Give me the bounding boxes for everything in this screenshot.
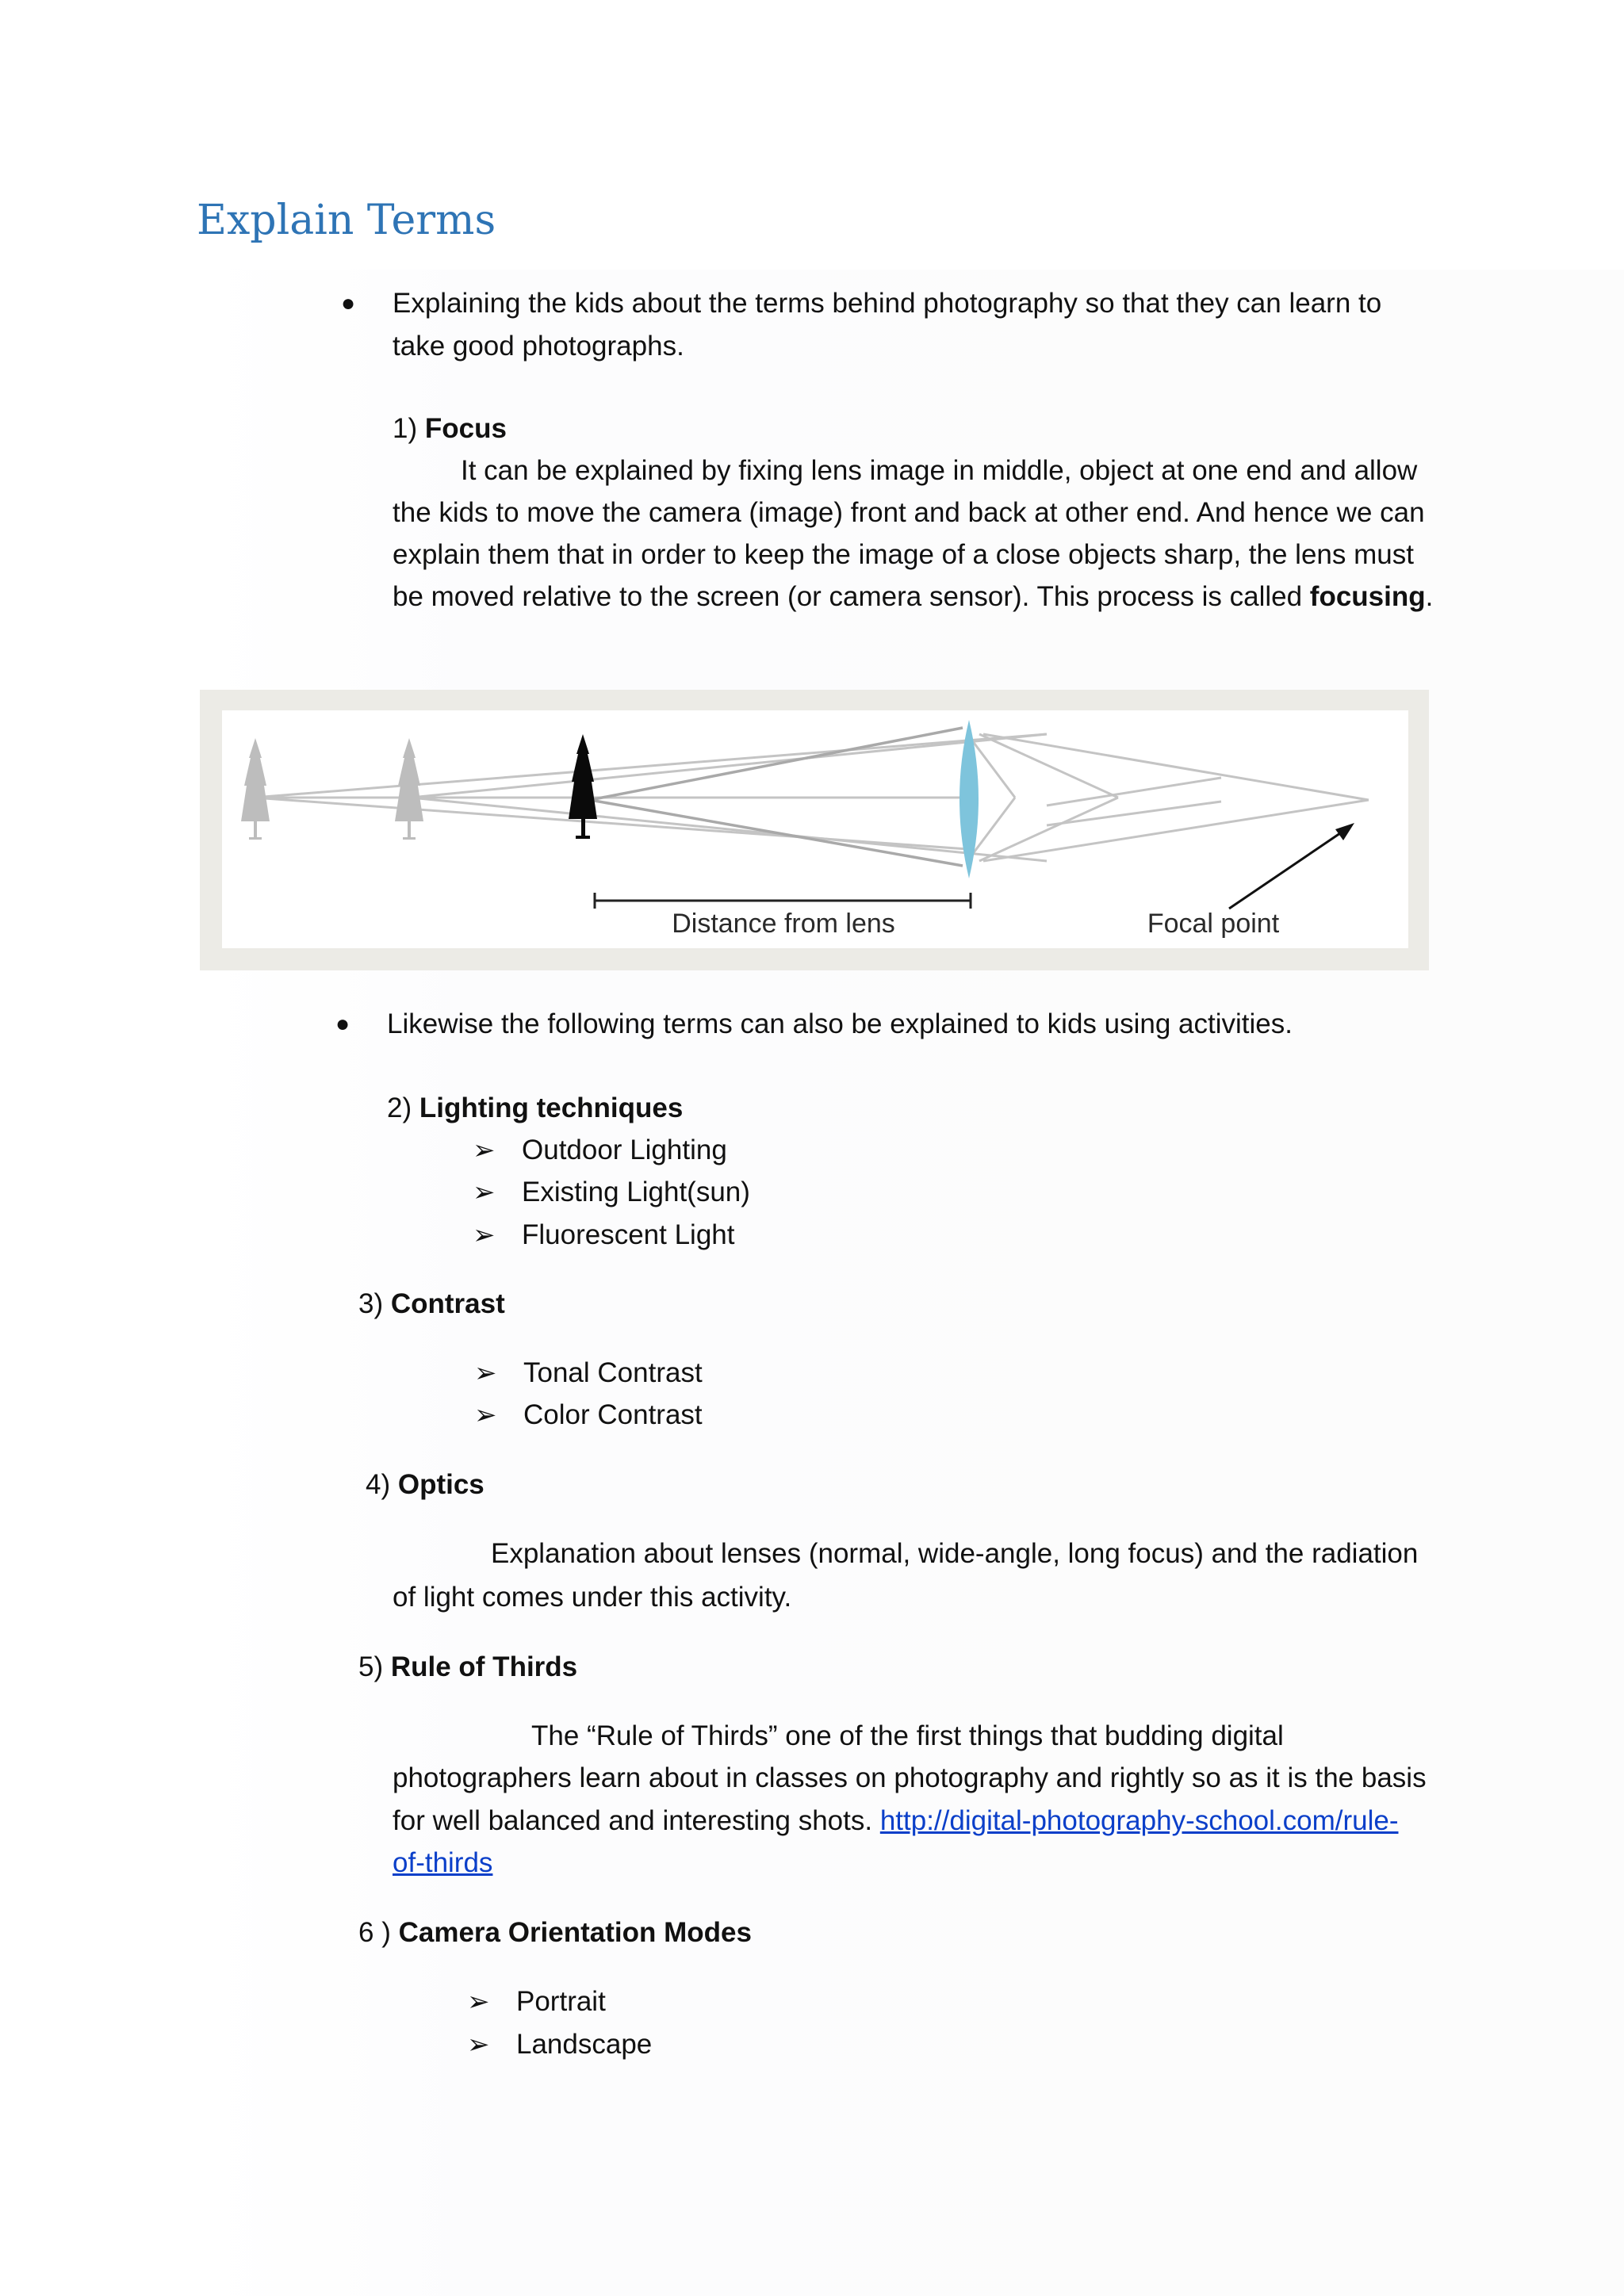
- arrow-bullet-icon: ➢: [474, 1400, 497, 1430]
- arrow-bullet-icon: ➢: [473, 1177, 496, 1207]
- intro-text-cont: take good photographs.: [393, 331, 684, 362]
- faded-tree-icon-far: [241, 738, 270, 840]
- rule-heading: 5) Rule of Thirds: [358, 1651, 578, 1682]
- rule-of-thirds-link[interactable]: http://digital-photography-school.com/rule-: [879, 1805, 1399, 1836]
- focus-line-1: It can be explained by fixing lens image in middle, object at one end and allow: [461, 455, 1418, 486]
- intro-text: Explaining the kids about the terms behind photography so that they can learn to: [393, 288, 1382, 319]
- arrow-bullet-icon: ➢: [474, 1358, 497, 1388]
- bullet-icon: ●: [335, 1011, 350, 1037]
- rule-line-1: The “Rule of Thirds” one of the first things that budding digital: [531, 1720, 1284, 1751]
- focus-heading: 1) Focus: [393, 413, 507, 444]
- contrast-heading: 3) Contrast: [358, 1288, 505, 1319]
- faded-tree-icon-mid: [395, 738, 423, 840]
- likewise-text: Likewise the following terms can also be explained to kids using activities.: [387, 1008, 1293, 1039]
- orientation-item-1: Portrait: [516, 1986, 606, 2017]
- diagram-svg: [222, 710, 1408, 948]
- rule-line-4: [393, 1842, 492, 1885]
- distance-bracket: [595, 893, 971, 909]
- optics-line-1: Explanation about lenses (normal, wide-angle, long focus) and the radiation: [491, 1538, 1419, 1569]
- rule-line-3: for well balanced and interesting shots. http://digital-photography-school.com/rule-: [393, 1805, 1399, 1836]
- orientation-heading: 6 ) Camera Orientation Modes: [358, 1917, 752, 1948]
- distance-label: Distance from lens: [672, 909, 895, 939]
- arrow-bullet-icon: ➢: [467, 1987, 490, 2017]
- focus-line-3: explain them that in order to keep the image of a close objects sharp, the lens must: [393, 539, 1414, 570]
- contrast-item-2: Color Contrast: [523, 1399, 703, 1430]
- lighting-item-2: Existing Light(sun): [522, 1177, 750, 1207]
- orientation-item-2: Landscape: [516, 2029, 653, 2060]
- focus-line-2: the kids to move the camera (image) front and back at other end. And hence we can: [393, 497, 1425, 528]
- contrast-item-1: Tonal Contrast: [523, 1357, 703, 1388]
- diagram-panel: [222, 710, 1408, 948]
- bullet-icon: ●: [341, 290, 356, 316]
- rule-of-thirds-link-cont[interactable]: of-thirds: [393, 1847, 493, 1878]
- lighting-item-3: Fluorescent Light: [522, 1219, 735, 1250]
- focal-point-label: Focal point: [1147, 909, 1280, 939]
- optics-line-2: of light comes under this activity.: [393, 1582, 792, 1613]
- page-title: Explain Terms: [197, 197, 496, 244]
- rule-line-2: photographers learn about in classes on photography and rightly so as it is the basis: [393, 1762, 1427, 1793]
- light-rays: [254, 734, 1369, 861]
- arrow-bullet-icon: ➢: [467, 2030, 490, 2060]
- focal-arrow-icon: [1229, 823, 1354, 909]
- lighting-heading: 2) Lighting techniques: [387, 1093, 684, 1123]
- arrow-bullet-icon: ➢: [473, 1135, 496, 1165]
- focus-line-4: be moved relative to the screen (or camera sensor). This process is called focusing.: [393, 581, 1434, 612]
- focus-diagram: [200, 690, 1429, 970]
- lighting-item-1: Outdoor Lighting: [522, 1135, 727, 1165]
- arrow-bullet-icon: ➢: [473, 1220, 496, 1250]
- optics-heading: 4) Optics: [366, 1469, 485, 1500]
